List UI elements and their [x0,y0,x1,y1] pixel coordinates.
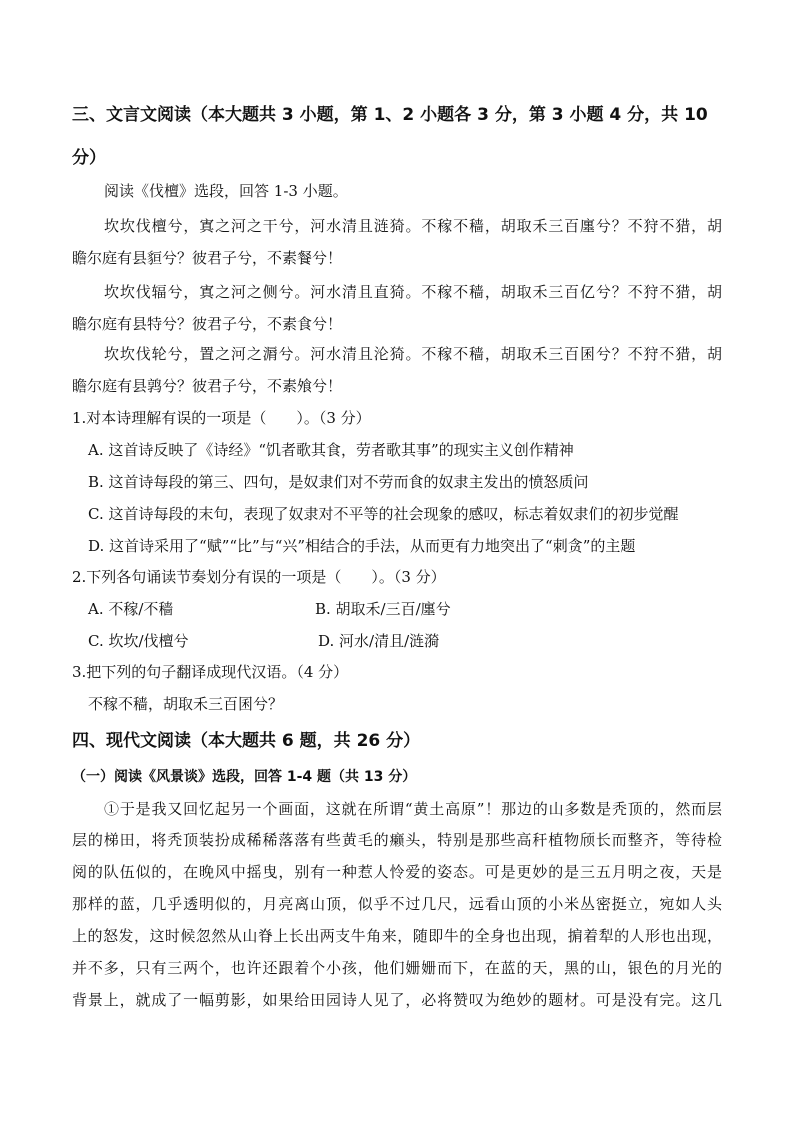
paragraph-line-3: 阅的队伍似的，在晚风中摇曳，别有一种惹人怜爱的姿态。可是更妙的是三五月明之夜，天是 [72,863,722,881]
paragraph-line-6: 并不多，只有三两个，也许还跟着个小孩，他们姗姗而下，在蓝的天，黑的山，银色的月光的 [72,959,722,977]
poem-stanza1-line2: 瞻尔庭有县貆兮？彼君子兮，不素餐兮！ [72,249,343,267]
q2-option-d: D. 河水/清且/涟漪 [318,632,440,650]
section3-heading-line1: 三、文言文阅读（本大题共 3 小题，第 1、2 小题各 3 分，第 3 小题 4 分，共 10 [72,105,708,125]
paragraph-line-5: 上的怒发，这时候忽然从山脊上长出两支牛角来，随即牛的全身也出现，掮着犁的人形也出现， [72,927,722,945]
q1-stem: 1.对本诗理解有误的一项是（ ）。（3 分） [72,409,371,427]
paragraph-line-2: 层的梯田，将秃顶装扮成稀稀落落有些黄毛的癞头，特别是那些高秆植物颀长而整齐，等待检 [72,831,722,849]
q1-option-d: D. 这首诗采用了“赋”“比”与“兴”相结合的手法，从而更有力地突出了“刺贪”的主题 [88,537,636,555]
section3-instruction: 阅读《伐檀》选段，回答 1-3 小题。 [104,182,348,200]
poem-stanza3-line2: 瞻尔庭有县鹑兮？彼君子兮，不素飧兮！ [72,377,343,395]
section4-sub-heading: （一）阅读《风景谈》选段，回答 1-4 题（共 13 分） [72,769,417,785]
paragraph-line-1: ①于是我又回忆起另一个画面，这就在所谓“黄土高原”！那边的山多数是秃顶的，然而层 [104,800,722,818]
q2-stem: 2.下列各句诵读节奏划分有误的一项是（ ）。（3 分） [72,568,446,586]
section4-heading: 四、现代文阅读（本大题共 6 题，共 26 分） [72,731,421,751]
q3-stem: 3.把下列的句子翻译成现代汉语。（4 分） [72,663,349,681]
poem-stanza2-line2: 瞻尔庭有县特兮？彼君子兮，不素食兮！ [72,315,343,333]
poem-stanza2-line1: 坎坎伐辐兮，寘之河之侧兮。河水清且直猗。不稼不穑，胡取禾三百亿兮？不狩不猎，胡 [104,283,722,301]
poem-stanza1-line1: 坎坎伐檀兮，寘之河之干兮，河水清且涟猗。不稼不穑，胡取禾三百廛兮？不狩不猎，胡 [104,217,722,235]
paragraph-line-7: 背景上，就成了一幅剪影，如果给田园诗人见了，必将赞叹为绝妙的题材。可是没有完。这几 [72,991,722,1009]
section3-heading-line2: 分） [72,148,106,168]
paragraph-line-4: 那样的蓝，几乎透明似的，月亮离山顶，似乎不过几尺，远看山顶的小米丛密挺立，宛如人头 [72,895,722,913]
q1-option-b: B. 这首诗每段的第三、四句，是奴隶们对不劳而食的奴隶主发出的愤怒质问 [88,473,589,491]
q1-option-c: C. 这首诗每段的末句，表现了奴隶对不平等的社会现象的感叹，标志着奴隶们的初步觉醒 [88,505,679,523]
q2-option-c: C. 坎坎/伐檀兮 [88,632,189,650]
q2-option-a: A. 不稼/不穑 [88,600,174,618]
q1-option-a: A. 这首诗反映了《诗经》“饥者歌其食，劳者歌其事”的现实主义创作精神 [88,441,574,459]
poem-stanza3-line1: 坎坎伐轮兮，置之河之漘兮。河水清且沦猗。不稼不穑，胡取禾三百囷兮？不狩不猎，胡 [104,345,722,363]
q3-sentence: 不稼不穑，胡取禾三百囷兮？ [88,695,284,713]
q2-option-b: B. 胡取禾/三百/廛兮 [315,600,451,618]
